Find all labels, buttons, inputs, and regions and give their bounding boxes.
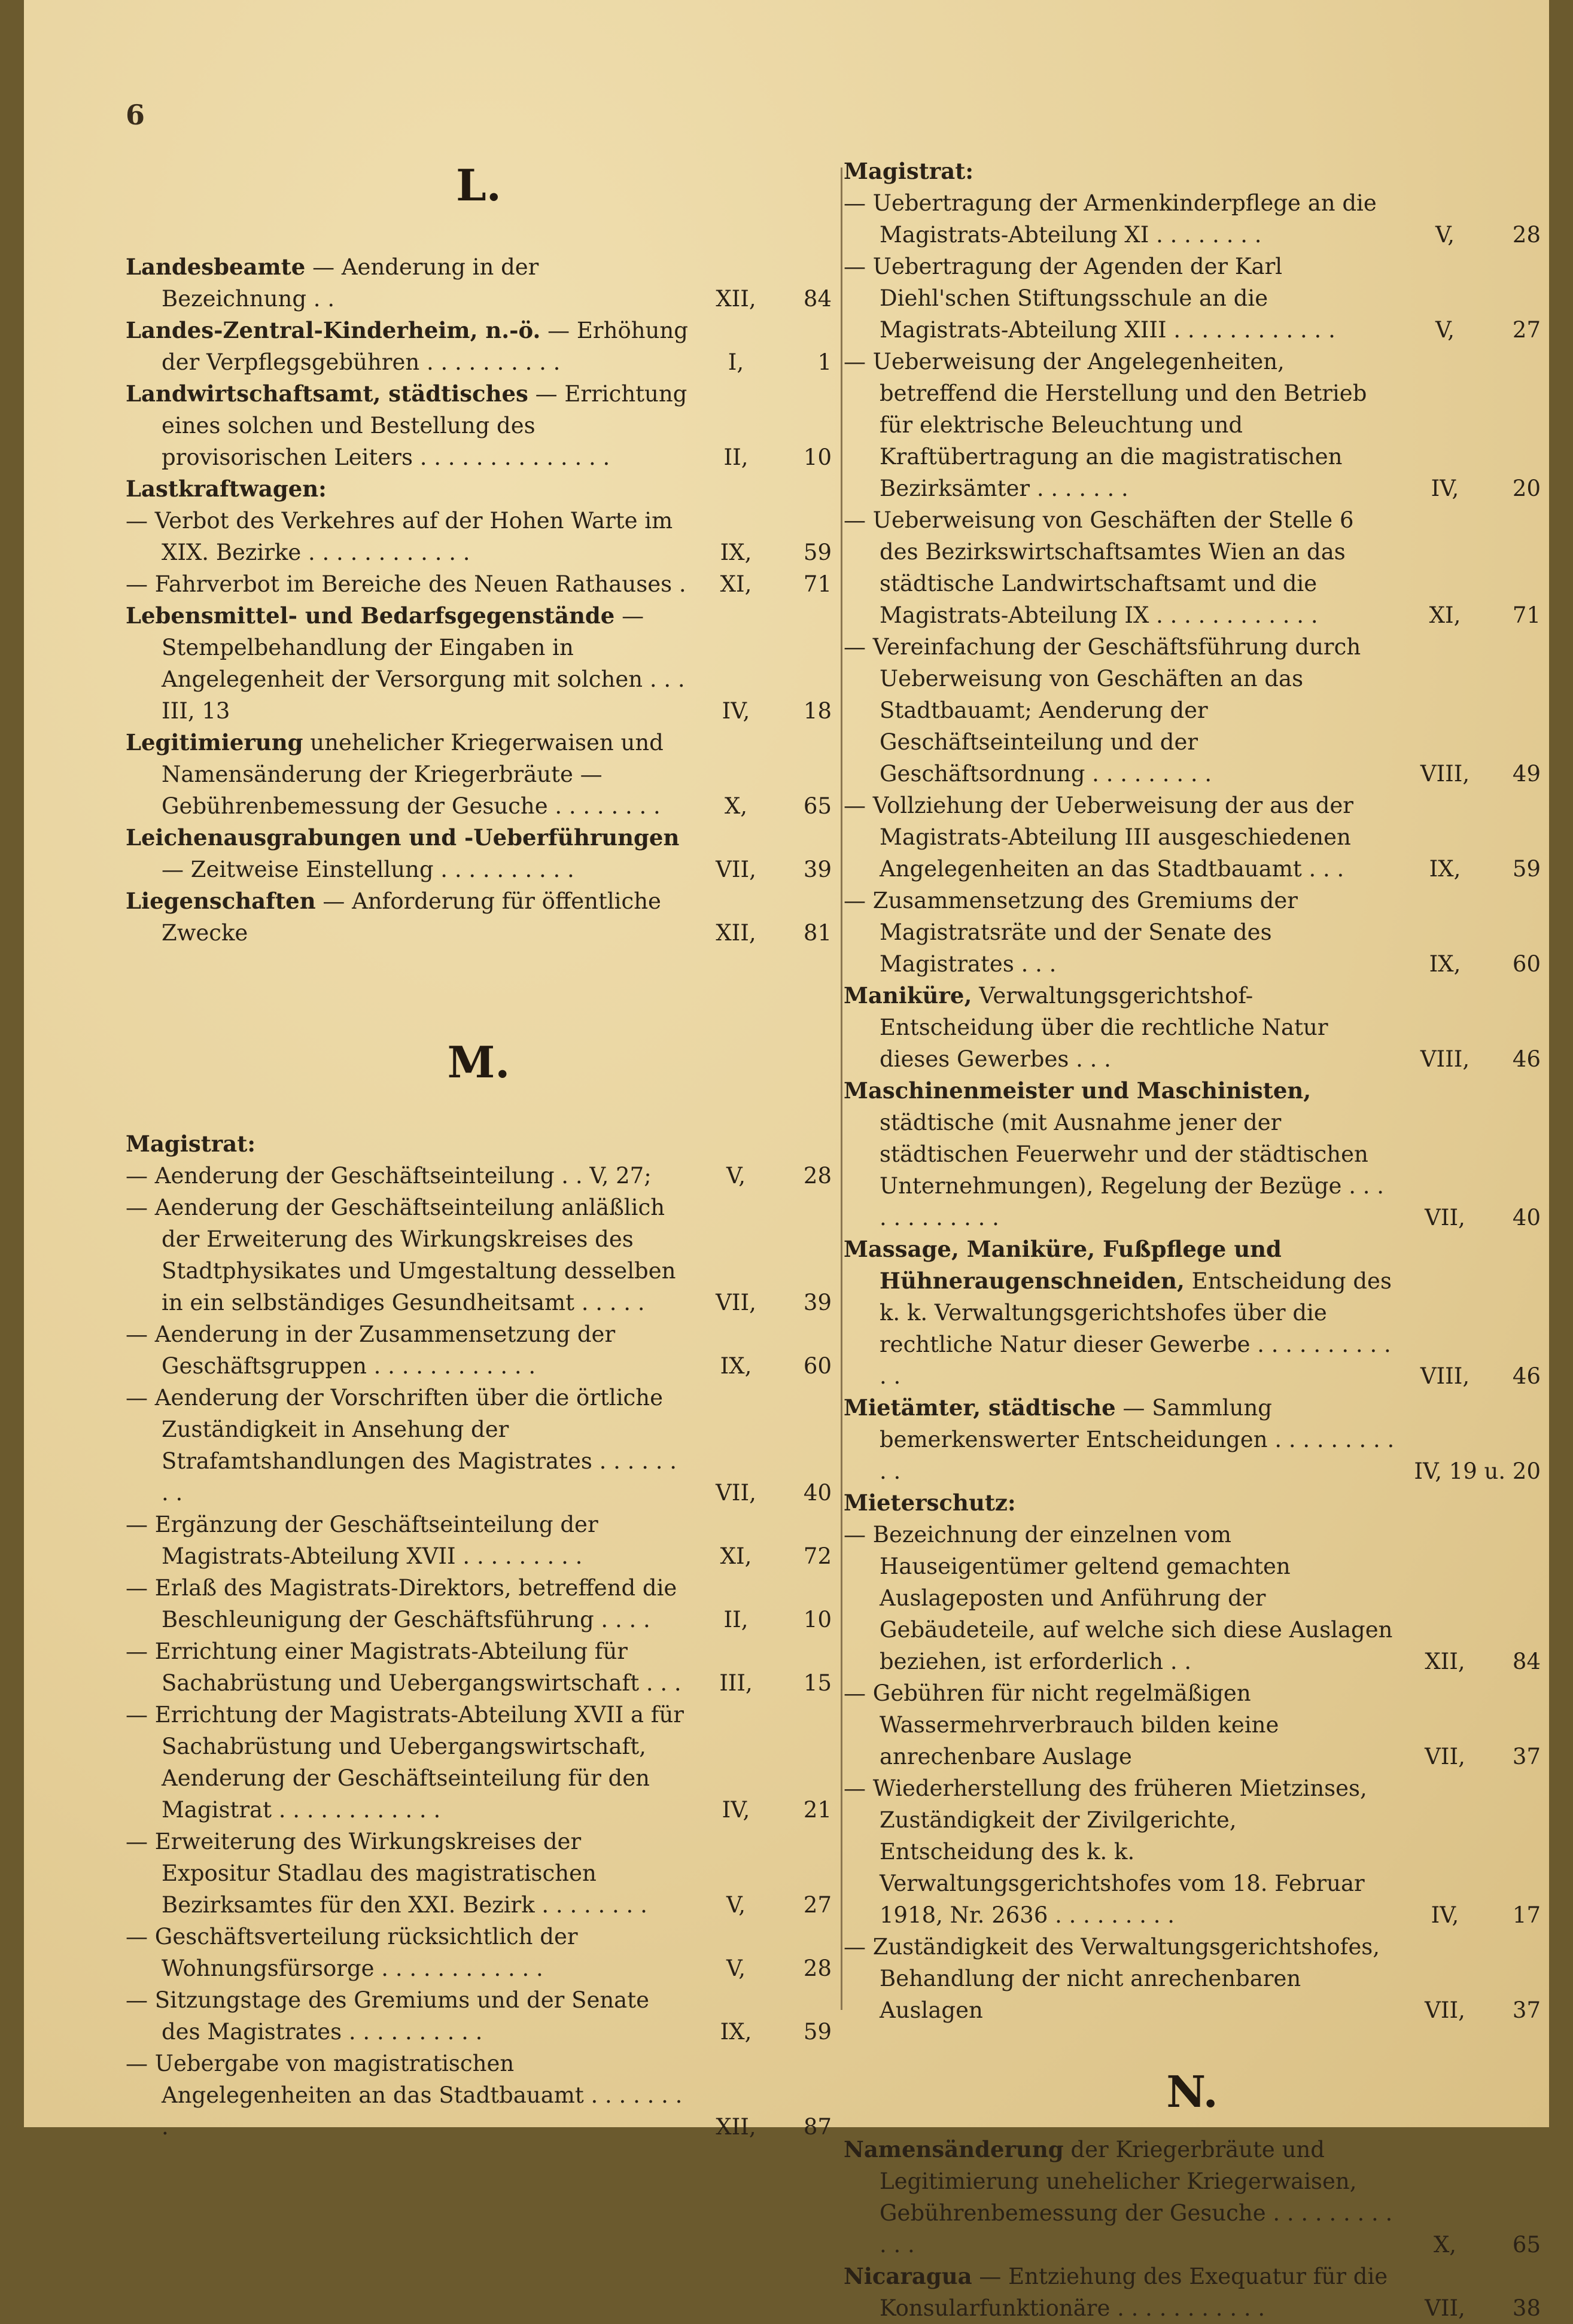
entry-reference <box>694 346 832 378</box>
index-entry <box>126 378 832 473</box>
entry-description: — Verbot des Verkehres auf der Hohen Warte im XIX. Bezirke . . . . . . . . . . . . <box>126 508 673 565</box>
page-reference: 28 <box>1512 222 1541 248</box>
entry-reference <box>694 790 832 822</box>
entry-text <box>844 2134 1397 2261</box>
entry-text <box>126 727 688 822</box>
entry-text <box>844 1075 1397 1233</box>
index-entry <box>126 2048 832 2143</box>
volume-number: IX, <box>720 1353 752 1379</box>
volume-number: VIII, <box>1420 1046 1470 1072</box>
page-reference: 28 <box>803 1163 832 1189</box>
entry-reference <box>1403 1646 1541 1677</box>
entry-description: — Errichtung der Magistrats-Abteilung XVII a für Sachabrüstung und Uebergangswirtschaft, Aenderung der Geschäftseinteilung für den Magistrat . . . . . . . . . . . . <box>126 1702 684 1823</box>
entry-text <box>126 1699 688 1826</box>
volume-number: VII, <box>716 857 756 882</box>
page-reference: 17 <box>1512 1902 1541 1928</box>
entry-text <box>126 505 688 568</box>
entry-reference <box>1403 1043 1541 1075</box>
entry-keyword: Nicaragua <box>844 2263 972 2289</box>
entry-description: — Uebertragung der Armenkinderpflege an die Magistrats-Abteilung XI . . . . . . . . <box>844 190 1377 248</box>
entry-keyword: Legitimierung <box>126 729 303 756</box>
page-reference: 40 <box>803 1480 832 1506</box>
volume-number: V, <box>726 1163 746 1189</box>
entry-text <box>126 1921 688 1984</box>
page-reference: 28 <box>803 1956 832 1981</box>
page-reference: 46 <box>1512 1363 1541 1389</box>
page-reference: 59 <box>1512 856 1541 882</box>
entry-text <box>126 251 688 315</box>
entry-text <box>844 1519 1397 1677</box>
entry-reference <box>694 537 832 568</box>
entry-text <box>844 504 1397 631</box>
left-column <box>126 156 832 2143</box>
entry-text <box>844 1772 1397 1931</box>
entry-reference <box>694 695 832 727</box>
index-entry <box>126 1984 832 2048</box>
entry-description: — Aenderung der Geschäftseinteilung . . V, 27; <box>126 1163 652 1189</box>
index-entry <box>844 187 1541 251</box>
entry-text <box>126 600 688 727</box>
entry-reference <box>694 1794 832 1826</box>
section-letter-n: N. <box>1166 2066 1218 2117</box>
entry-keyword: Mietämter, städtische <box>844 1394 1116 1421</box>
entry-keyword: Lebensmittel- und Bedarfsgegenstände <box>126 602 615 629</box>
index-entry <box>126 1192 832 1318</box>
entry-reference <box>1403 1741 1541 1772</box>
entry-description: — Erlaß des Magistrats-Direktors, betreffend die Beschleunigung der Geschäftsführung . . . . <box>126 1575 677 1632</box>
entry-reference <box>1403 1455 1541 1487</box>
volume-number: XII, <box>716 920 756 946</box>
page-reference: 40 <box>1512 1205 1541 1230</box>
entry-reference <box>1403 2229 1541 2261</box>
entry-description: — Gebühren für nicht regelmäßigen Wassermehrverbrauch bilden keine anrechenbare Auslage <box>844 1680 1279 1769</box>
entry-reference <box>1403 758 1541 790</box>
entry-description: — Wiederherstellung des früheren Mietzinses, Zuständigkeit der Zivilgerichte, Entscheidung des k. k. Verwaltungsgerichtshofes vom 18. Februar 1918, Nr. 2636 . . . . . . . . . <box>844 1775 1367 1928</box>
entry-text <box>126 1509 688 1572</box>
mieterschutz-heading: Mieterschutz: <box>844 1490 1016 1516</box>
entry-reference <box>1403 219 1541 251</box>
entry-reference <box>694 1953 832 1984</box>
volume-number: V, <box>726 1892 746 1918</box>
index-entry <box>844 346 1541 504</box>
page-reference: 60 <box>1512 951 1541 977</box>
volume-number: XII, <box>716 2114 756 2140</box>
index-entry <box>844 251 1541 346</box>
page-reference: 84 <box>803 286 832 312</box>
entry-keyword: Massage, Maniküre, Fußpflege und Hühneraugenschneiden, <box>844 1236 1282 1294</box>
entry-reference <box>694 441 832 473</box>
entry-reference <box>1403 1360 1541 1392</box>
entry-description: — Zuständigkeit des Verwaltungsgerichtshofes, Behandlung der nicht anrechenbaren Auslagen <box>844 1934 1380 2023</box>
magistrat-items <box>126 1160 832 2143</box>
volume-number: IV, <box>1431 1902 1459 1928</box>
page-reference: 71 <box>1512 602 1541 628</box>
entry-description: — Erweiterung des Wirkungskreises der Expositur Stadlau des magistratischen Bezirksamtes für den XXI. Bezirk . . . . . . . . <box>126 1829 647 1918</box>
index-entry <box>844 1677 1541 1772</box>
entry-description: — Entziehung des Exequatur für die Konsularfunktionäre . . . . . . . . . . . <box>880 2264 1388 2321</box>
entry-description: — Ueberweisung von Geschäften der Stelle 6 des Bezirkswirtschaftsamtes Wien an das städtische Landwirtschaftsamt und die Magistrats-Abteilung IX . . . . . . . . . . . . <box>844 507 1354 628</box>
page-reference: 39 <box>803 857 832 882</box>
entry-reference <box>1403 853 1541 885</box>
volume-number: IX, <box>1429 856 1461 882</box>
page-reference: 38 <box>1512 2295 1541 2321</box>
index-entry <box>126 600 832 727</box>
page-reference: 65 <box>1512 2232 1541 2258</box>
index-entry <box>126 505 832 568</box>
entry-text <box>844 2261 1397 2324</box>
entry-text <box>844 251 1397 346</box>
entry-text <box>844 790 1397 885</box>
lastkraftwagen-items <box>126 505 832 600</box>
page-reference: 37 <box>1512 1997 1541 2023</box>
lastkraftwagen-heading: Lastkraftwagen: <box>126 476 327 502</box>
page-reference: 71 <box>803 571 832 597</box>
section-letter-l: L. <box>456 160 501 211</box>
entry-reference <box>694 1350 832 1382</box>
entry-description: der Kriegerbräute und Legitimierung unehelicher Kriegerwaisen, Gebührenbemessung der Gesuche . . . . . . . . . . . . <box>880 2137 1393 2258</box>
index-entry <box>844 790 1541 885</box>
entry-text <box>844 631 1397 790</box>
entry-text <box>126 1192 688 1318</box>
l-entries-2 <box>126 600 832 949</box>
volume-number: VII, <box>1425 1205 1465 1230</box>
volume-number: X, <box>724 793 748 819</box>
entry-text <box>844 1677 1397 1772</box>
index-entry <box>126 568 832 600</box>
page-number: 6 <box>126 99 145 131</box>
entry-keyword: Liegenschaften <box>126 888 316 914</box>
entry-text <box>126 1826 688 1921</box>
volume-number: V, <box>726 1956 746 1981</box>
entry-description: — Uebergabe von magistratischen Angelegenheiten an das Stadtbauamt . . . . . . . . <box>126 2051 683 2140</box>
entry-description: — Stempelbehandlung der Eingaben in Angelegenheit der Versorgung mit solchen . . . III, 13 <box>162 603 685 724</box>
index-entry <box>844 980 1541 1075</box>
volume-number: IX, <box>720 540 752 565</box>
index-entry <box>844 1519 1541 1677</box>
volume-number: XI, <box>1429 602 1461 628</box>
entry-description: — Vereinfachung der Geschäftsführung durch Ueberweisung von Geschäften an das Stadtbauamt; Aenderung der Geschäftseinteilung und der Geschäftsordnung . . . . . . . . . <box>844 634 1361 787</box>
entry-description: — Sammlung bemerkenswerter Entscheidungen . . . . . . . . . . . <box>880 1395 1395 1484</box>
index-page <box>24 0 1549 2321</box>
index-entry <box>126 1318 832 1382</box>
volume-number: VII, <box>1425 1997 1465 2023</box>
entry-reference <box>694 917 832 949</box>
entry-reference <box>1403 599 1541 631</box>
volume-number: IV, <box>1431 476 1459 501</box>
volume-number: XI, <box>720 571 752 597</box>
page-reference: 1 <box>817 349 832 375</box>
entry-description: — Aenderung der Geschäftseinteilung anläßlich der Erweiterung des Wirkungskreises des Stadtphysikates und Umgestaltung desselben in ein selbständiges Gesundheitsamt . . . . . <box>126 1195 676 1315</box>
l-entries <box>126 251 832 473</box>
volume-number: VII, <box>1425 2295 1465 2321</box>
index-entry <box>126 1160 832 1192</box>
n-entries <box>844 2134 1541 2324</box>
volume-number: VIII, <box>1420 761 1470 787</box>
index-entry <box>844 1772 1541 1931</box>
entry-text <box>126 822 688 885</box>
entry-keyword: Landwirtschaftsamt, städtisches <box>126 380 528 407</box>
volume-number: X, <box>1433 2232 1457 2258</box>
entry-reference <box>694 2016 832 2048</box>
page-reference: 39 <box>803 1290 832 1315</box>
entry-reference <box>694 1477 832 1509</box>
entry-reference <box>694 1667 832 1699</box>
volume-number: VII, <box>716 1480 756 1506</box>
page-reference: 81 <box>803 920 832 946</box>
entry-reference <box>1403 948 1541 980</box>
page-reference: 27 <box>803 1892 832 1918</box>
page-reference: 10 <box>803 1607 832 1632</box>
page-reference: 60 <box>803 1353 832 1379</box>
entry-reference <box>694 1604 832 1635</box>
entry-reference <box>1403 1202 1541 1233</box>
entry-text <box>126 1382 688 1509</box>
entry-description: — Ergänzung der Geschäftseinteilung der Magistrats-Abteilung XVII . . . . . . . . . <box>126 1512 598 1569</box>
index-entry <box>126 885 832 949</box>
entry-description: — Erhöhung der Verpflegsgebühren . . . . . . . . . . <box>162 318 688 375</box>
entry-reference <box>694 1287 832 1318</box>
entry-reference <box>694 1889 832 1921</box>
magistrat-heading-cont: Magistrat: <box>844 158 973 184</box>
entry-description: — Ueberweisung der Angelegenheiten, betreffend die Herstellung und den Betrieb für elektrische Beleuchtung und Kraftübertragung an die magistratischen Bezirksämter . . . . . . . <box>844 349 1367 501</box>
entry-description: — Vollziehung der Ueberweisung der aus der Magistrats-Abteilung III ausgeschiedenen Angelegenheiten an das Stadtbauamt . . . <box>844 793 1353 882</box>
entry-reference <box>694 568 832 600</box>
entry-text <box>126 1635 688 1699</box>
index-entry <box>126 1826 832 1921</box>
index-entry <box>844 885 1541 980</box>
entry-keyword: Landes-Zentral-Kinderheim, n.-ö. <box>126 317 541 343</box>
page-reference: 21 <box>803 1797 832 1823</box>
index-entry <box>844 1233 1541 1392</box>
entry-reference <box>1403 314 1541 346</box>
mieterschutz-items <box>844 1519 1541 2026</box>
entry-reference <box>694 1540 832 1572</box>
volume-number: IX, <box>1429 951 1461 977</box>
page-reference: 59 <box>803 2019 832 2045</box>
entry-text <box>126 2048 688 2143</box>
index-entry <box>126 1699 832 1826</box>
index-entry <box>844 1075 1541 1233</box>
volume-number: IV, 19 u. 20 <box>1414 1458 1541 1484</box>
index-entry <box>126 315 832 378</box>
volume-number: II, <box>723 1607 749 1632</box>
index-entry <box>126 822 832 885</box>
index-entry <box>126 1382 832 1509</box>
index-entry <box>126 1635 832 1699</box>
entry-description: Entscheidung des k. k. Verwaltungsgerichtshofes über die rechtliche Natur dieser Gewerbe . . . . . . . . . . . . <box>880 1268 1392 1389</box>
entry-reference <box>1403 473 1541 504</box>
m-entries <box>844 980 1541 1487</box>
section-letter-m: M. <box>447 1037 510 1088</box>
index-entry <box>126 1509 832 1572</box>
entry-description: — Zeitweise Einstellung . . . . . . . . . . <box>162 857 574 882</box>
entry-text <box>844 1931 1397 2026</box>
index-entry <box>126 727 832 822</box>
entry-reference <box>1403 2292 1541 2324</box>
entry-reference <box>1403 1994 1541 2026</box>
page-reference: 27 <box>1512 317 1541 343</box>
entry-description: — Geschäftsverteilung rücksichtlich der Wohnungsfürsorge . . . . . . . . . . . . <box>126 1924 578 1981</box>
entry-text <box>844 1392 1397 1487</box>
entry-keyword: Leichenausgrabungen und -Ueberführungen <box>126 824 680 851</box>
volume-number: V, <box>1435 317 1455 343</box>
entry-text <box>126 1984 688 2048</box>
entry-description: — Sitzungstage des Gremiums und der Senate des Magistrates . . . . . . . . . . <box>126 1987 649 2045</box>
page-reference: 65 <box>803 793 832 819</box>
entry-text <box>126 568 688 600</box>
entry-description: unehelicher Kriegerwaisen und Namensänderung der Kriegerbräute — Gebührenbemessung der Gesuche . . . . . . . . <box>162 730 664 819</box>
page-reference: 10 <box>803 444 832 470</box>
index-entry <box>844 2134 1541 2261</box>
index-entry <box>844 2261 1541 2324</box>
volume-number: XI, <box>720 1543 752 1569</box>
entry-keyword: Namensänderung <box>844 2136 1064 2162</box>
volume-number: IX, <box>720 2019 752 2045</box>
entry-description: — Aenderung in der Bezeichnung . . <box>162 254 539 312</box>
entry-text <box>126 1160 688 1192</box>
entry-description: — Bezeichnung der einzelnen vom Hauseigentümer geltend gemachten Auslageposten und Anführung der Gebäudeteile, auf welche sich diese Auslagen beziehen, ist erforderlich . . <box>844 1522 1393 1674</box>
entry-description: — Errichtung einer Magistrats-Abteilung für Sachabrüstung und Uebergangswirtschaft . . . <box>126 1638 681 1696</box>
page-reference: 87 <box>803 2114 832 2140</box>
volume-number: IV, <box>722 1797 750 1823</box>
entry-reference <box>694 854 832 885</box>
page-reference: 84 <box>1512 1649 1541 1674</box>
entry-text <box>126 315 688 378</box>
volume-number: V, <box>1435 222 1455 248</box>
volume-number: VII, <box>1425 1744 1465 1769</box>
page-reference: 18 <box>803 698 832 724</box>
page-reference: 46 <box>1512 1046 1541 1072</box>
volume-number: IV, <box>722 698 750 724</box>
page-reference: 49 <box>1512 761 1541 787</box>
volume-number: XII, <box>1425 1649 1465 1674</box>
entry-description: — Aenderung in der Zusammensetzung der Geschäftsgruppen . . . . . . . . . . . . <box>126 1321 616 1379</box>
entry-reference <box>694 1160 832 1192</box>
entry-keyword: Landesbeamte <box>126 254 306 280</box>
page-reference: 59 <box>803 540 832 565</box>
entry-description: — Zusammensetzung des Gremiums der Magistratsräte und der Senate des Magistrates . . . <box>844 888 1298 977</box>
page-reference: 20 <box>1512 476 1541 501</box>
volume-number: II, <box>723 444 749 470</box>
entry-text <box>126 885 688 949</box>
page-reference: 37 <box>1512 1744 1541 1769</box>
volume-number: XII, <box>716 286 756 312</box>
entry-description: — Fahrverbot im Bereiche des Neuen Rathauses . <box>126 571 686 597</box>
volume-number: I, <box>728 349 744 375</box>
entry-text <box>844 885 1397 980</box>
page-reference: 72 <box>803 1543 832 1569</box>
entry-text <box>844 346 1397 504</box>
entry-keyword: Maschinenmeister und Maschinisten, <box>844 1077 1312 1104</box>
entry-description: Verwaltungsgerichtshof-Entscheidung über die rechtliche Natur dieses Gewerbes . . . <box>880 983 1328 1072</box>
entry-text <box>126 1318 688 1382</box>
entry-text <box>126 1572 688 1635</box>
index-entry <box>126 1921 832 1984</box>
index-entry <box>126 251 832 315</box>
entry-text <box>844 980 1397 1075</box>
right-column <box>844 156 1541 2324</box>
index-entry <box>844 1931 1541 2026</box>
entry-reference <box>1403 1899 1541 1931</box>
volume-number: VIII, <box>1420 1363 1470 1389</box>
volume-number: VII, <box>716 1290 756 1315</box>
index-entry <box>844 1392 1541 1487</box>
entry-text <box>844 187 1397 251</box>
entry-reference <box>694 283 832 315</box>
entry-description: — Aenderung der Vorschriften über die örtliche Zuständigkeit in Ansehung der Strafamtshandlungen des Magistrates . . . . . . . . <box>126 1385 677 1506</box>
entry-text <box>126 378 688 473</box>
entry-description: — Uebertragung der Agenden der Karl Diehl'schen Stiftungsschule an die Magistrats-Abteilung XIII . . . . . . . . . . . . <box>844 254 1335 343</box>
magistrat-heading: Magistrat: <box>126 1131 255 1157</box>
page-reference: 15 <box>803 1670 832 1696</box>
entry-keyword: Maniküre, <box>844 982 972 1009</box>
volume-number: III, <box>719 1670 753 1696</box>
index-entry <box>126 1572 832 1635</box>
column-divider <box>841 167 842 2010</box>
magistrat-items-cont <box>844 187 1541 980</box>
entry-description: — Anforderung für öffentliche Zwecke <box>162 888 661 946</box>
entry-description: städtische (mit Ausnahme jener der städtischen Feuerwehr und der städtischen Unternehmungen), Regelung der Bezüge . . . . . . . . . . . . <box>880 1110 1384 1230</box>
entry-description: — Errichtung eines solchen und Bestellung des provisorischen Leiters . . . . . . . . . . . . . . <box>162 381 687 470</box>
entry-text <box>844 1233 1397 1392</box>
index-entry <box>844 631 1541 790</box>
index-entry <box>844 504 1541 631</box>
